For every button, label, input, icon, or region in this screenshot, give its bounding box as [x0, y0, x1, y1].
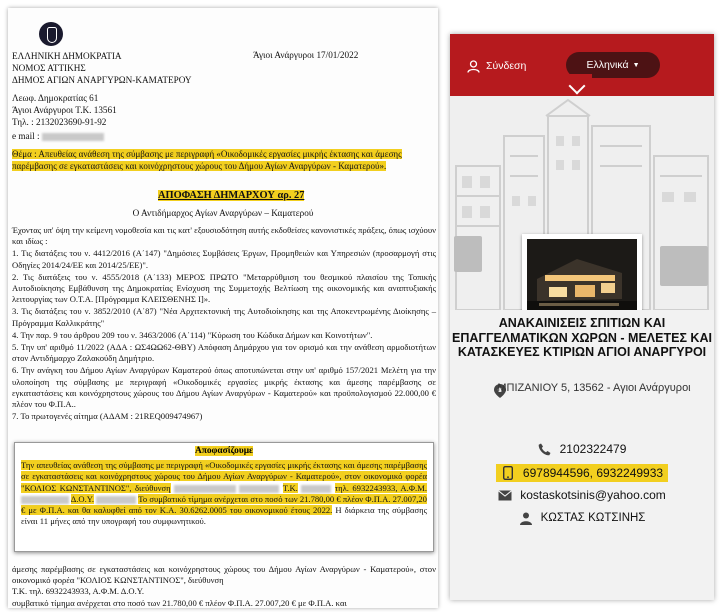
redacted-address: [174, 485, 236, 493]
header-line-2: ΝΟΜΟΣ ΑΤΤΙΚΗΣ: [12, 63, 86, 73]
tail-line-3: συμβατικό τίμημα ανέρχεται στο ποσό των 21.780,00 € πλέον Φ.Π.Α. 27.007,20 € με Φ.Π.Α. και: [12, 597, 347, 608]
address-line-3: Τηλ. : 2132023690-91-92: [12, 117, 107, 127]
chevron-down-icon: [569, 78, 586, 95]
paragraph: 5. Την υπ' αριθμό 11/2022 (ΑΔΑ : ΩΣ4ΩΩ62-ΘΒΥ) Απόφαση Δημάρχου για τον ορισμό και την ανάθεση αρμοδιοτήτων στον Αντιδήμαρχο Ζαλακούδη Δημήτριο.: [12, 342, 436, 364]
redacted-afm: [21, 496, 69, 504]
contact-person-name: ΚΩΣΤΑΣ ΚΩΤΣΙΝΗΣ: [540, 512, 646, 524]
decide-price: Το συμβατικό τίμημα ανέρχεται στο ποσό των 21.780,00 € πλέον Φ.Π.Α. 27.007,20 € με Φ.Π.Α. και θα καλυφθεί από τον Κ.Α. 30.6262.0005 του οικονομικού έτους 2022.: [21, 493, 427, 516]
envelope-icon: [498, 488, 512, 502]
hero-illustration: [450, 96, 714, 310]
decision-title: [158, 190, 304, 201]
decide-title-text: Αποφασίζουμε: [194, 446, 254, 456]
paragraph: 1. Τις διατάξεις του ν. 4412/2016 (Α΄147) "Δημόσιες Συμβάσεις Έργων, Προμηθειών και Υπηρεσιών (προσαρμογή στις Οδηγίες 2014/24/ΕΕ και 2014/25/ΕΕ)".: [12, 248, 436, 270]
phone-number: 2102322479: [559, 442, 627, 456]
phone-icon: [538, 442, 552, 456]
tail-line-1: άμεσης παρέμβασης σε εγκαταστάσεις και κοινόχρηστους χώρους του Δήμου Αγίων Αναργύρων - Καματερού», στον οικονομικό φορέα "ΚΟΛΙΟΣ ΚΩΝΣΤΑΝΤΙΝΟΣ", διεύθυνση: [12, 564, 436, 586]
address-line-2: Άγιοι Ανάργυροι Τ.Κ. 13561: [12, 105, 117, 115]
decision-title-text: ΑΠΟΦΑΣΗ ΔΗΜΑΡΧΟΥ αρ. 27: [158, 190, 305, 201]
paragraph: 2. Τις διατάξεις του ν. 4555/2018 (Α΄133) ΜΕΡΟΣ ΠΡΩΤΟ "Μεταρρύθμιση του θεσμικού πλαισίου της Τοπικής Αυτοδιοίκησης Εμβάθυνση της Δημοκρατίας Ενίσχυση της Συμμετοχής Βελτίωση της οικονομικής και αναπτυξιακής λειτουργίας των Ο.Τ.Α. [Πρόγραμμα ΚΛΕΙΣΘΕΝΗΣ Ι]».: [12, 271, 436, 305]
contact-person-row: [450, 511, 714, 525]
phone-row[interactable]: [450, 442, 714, 456]
greek-emblem-icon: [39, 22, 63, 46]
mobile-numbers: 6978944596, 6932249933: [522, 466, 664, 480]
house-photo-image: [527, 239, 637, 310]
redacted-tk: [301, 485, 331, 493]
mobile-highlight: [496, 464, 668, 482]
subject-text: Θέμα : Απευθείας ανάθεση της σύμβασης με περιγραφή «Οικοδομικές εργασίες μικρής έκτασης και άμεσης παρέμβασης σε εγκαταστάσεις και κοινόχρηστους χώρους του Δήμου Αγίων Αναργύρων - Καματερού».: [12, 149, 402, 172]
house-photo: [522, 234, 642, 310]
login-link[interactable]: [466, 59, 526, 73]
email-label: e mail :: [12, 131, 40, 141]
decide-doy: Δ.Ο.Υ.: [70, 493, 95, 504]
document-date: Άγιοι Ανάργυροι 17/01/2022: [253, 50, 359, 60]
decide-text-1: Την απευθείας ανάθεση της σύμβασης με περιγραφή «Οικοδομικές εργασίες μικρής έκτασης και άμεσης παρέμβασης σε εγκαταστάσεις και κοινόχρηστους χώρους του Δήμου Αγίων Αναργύρων - Καματερού», στον οικονομικό φορέα "ΚΟΛΙΟΣ ΚΩΝΣΤΑΝΤΙΝΟΣ", διεύθυνση: [21, 460, 427, 493]
paragraph: Έχοντας υπ' όψη την κείμενη νομοθεσία και τις κατ' εξουσιοδότηση αυτής εκδοθείσες κανονιστικές πράξεις, όπως ισχύουν και ιδίως :: [12, 225, 436, 247]
paragraph: 7. Το πρωτογενές αίτημα (ΑΔΑΜ : 21REQ009474967): [12, 411, 203, 422]
tail-line-2: Τ.Κ. τηλ. 6932243933, Α.Φ.Μ. Δ.Ο.Υ.: [12, 586, 145, 597]
mobile-row[interactable]: [450, 464, 714, 482]
language-label: Ελληνικά: [586, 59, 629, 71]
login-label: Σύνδεση: [486, 60, 527, 72]
scroll-down-tab[interactable]: [562, 74, 592, 98]
paragraph: 4. Την παρ. 9 του άρθρου 209 του ν. 3463/2006 (Α΄114) "Κύρωση του Κώδικα Δήμων και Κοινοτήτων".: [12, 329, 373, 340]
caret-down-icon: ▼: [632, 61, 640, 69]
deputy-mayor-line: Ο Αντιδήμαρχος Αγίων Αναργύρων – Καματερού: [132, 208, 314, 218]
header-line-3: ΔΗΜΟΣ ΑΓΙΩΝ ΑΝΑΡΓΥΡΩΝ-ΚΑΜΑΤΕΡΟΥ: [12, 75, 192, 85]
business-listing-card: [450, 34, 714, 600]
redacted-doy: [96, 496, 136, 504]
email-address: kostaskotsinis@yahoo.com: [520, 488, 666, 502]
decide-title: [15, 446, 433, 456]
email-row[interactable]: [450, 488, 714, 502]
paragraph: 6. Την ανάγκη του Δήμου Αγίων Αναργύρων Καματερού όπως αποτυπώνεται στην υπ' αριθμό 157/2021 Μελέτη για την υλοποίηση της σύμβασης με περιγραφή «Οικοδομικές εργασίες μικρής έκτασης και άμεσης παρέμβασης σε εγκαταστάσεις και κοινόχρηστους χώρους του Δήμου Αγίων Αναργύρων - Καματερού» και προϋπολογισμού 22.000,00 € πλέον του Φ.Π.Α..: [12, 365, 436, 410]
email-line: [12, 130, 104, 142]
considerations: [12, 225, 436, 423]
address-line-1: Λεωφ. Δημοκρατίας 61: [12, 93, 99, 103]
decision-excerpt-box: [14, 442, 434, 552]
header-line-1: ΕΛΛΗΝΙΚΗ ΔΗΜΟΚΡΑΤΙΑ: [12, 51, 122, 61]
paragraph: 3. Τις διατάξεις του ν. 3852/2010 (Α΄87) "Νέα Αρχιτεκτονική της Αυτοδιοίκησης και της Αποκεντρωμένης Διοίκησης – Πρόγραμμα Καλλικράτης": [12, 306, 436, 328]
person-icon: [466, 59, 480, 73]
redacted-address-2: [239, 485, 279, 493]
repeated-text-below: [12, 564, 436, 608]
subject-line: [12, 148, 436, 173]
business-address: ΜΠΙΖΑΝΙΟΥ 5, 13562 - Αγιοι Ανάργυροι: [497, 382, 691, 394]
decide-phone: τηλ. 6932243933, Α.Φ.Μ.: [334, 482, 427, 493]
business-title: ΑΝΑΚΑΙΝΙΣΕΙΣ ΣΠΙΤΙΩΝ ΚΑΙ ΕΠΑΓΓΕΛΜΑΤΙΚΩΝ ΧΩΡΩΝ - ΜΕΛΕΤΕΣ ΚΑΙ ΚΑΤΑΣΚΕΥΕΣ ΚΤΙΡΙΩΝ ΑΓΙΟΙ ΑΝΑΡΓΥΡΟΙ: [452, 316, 712, 359]
decide-duration: Η διάρκεια της σύμβασης είναι 11 μήνες από την υπογραφή του συμφωνητικού.: [21, 505, 427, 527]
decide-body: [21, 460, 427, 528]
user-icon: [519, 511, 533, 525]
mobile-icon: [501, 466, 515, 480]
decide-tk: Τ.Κ.: [282, 482, 298, 493]
redacted-email: [42, 133, 104, 141]
